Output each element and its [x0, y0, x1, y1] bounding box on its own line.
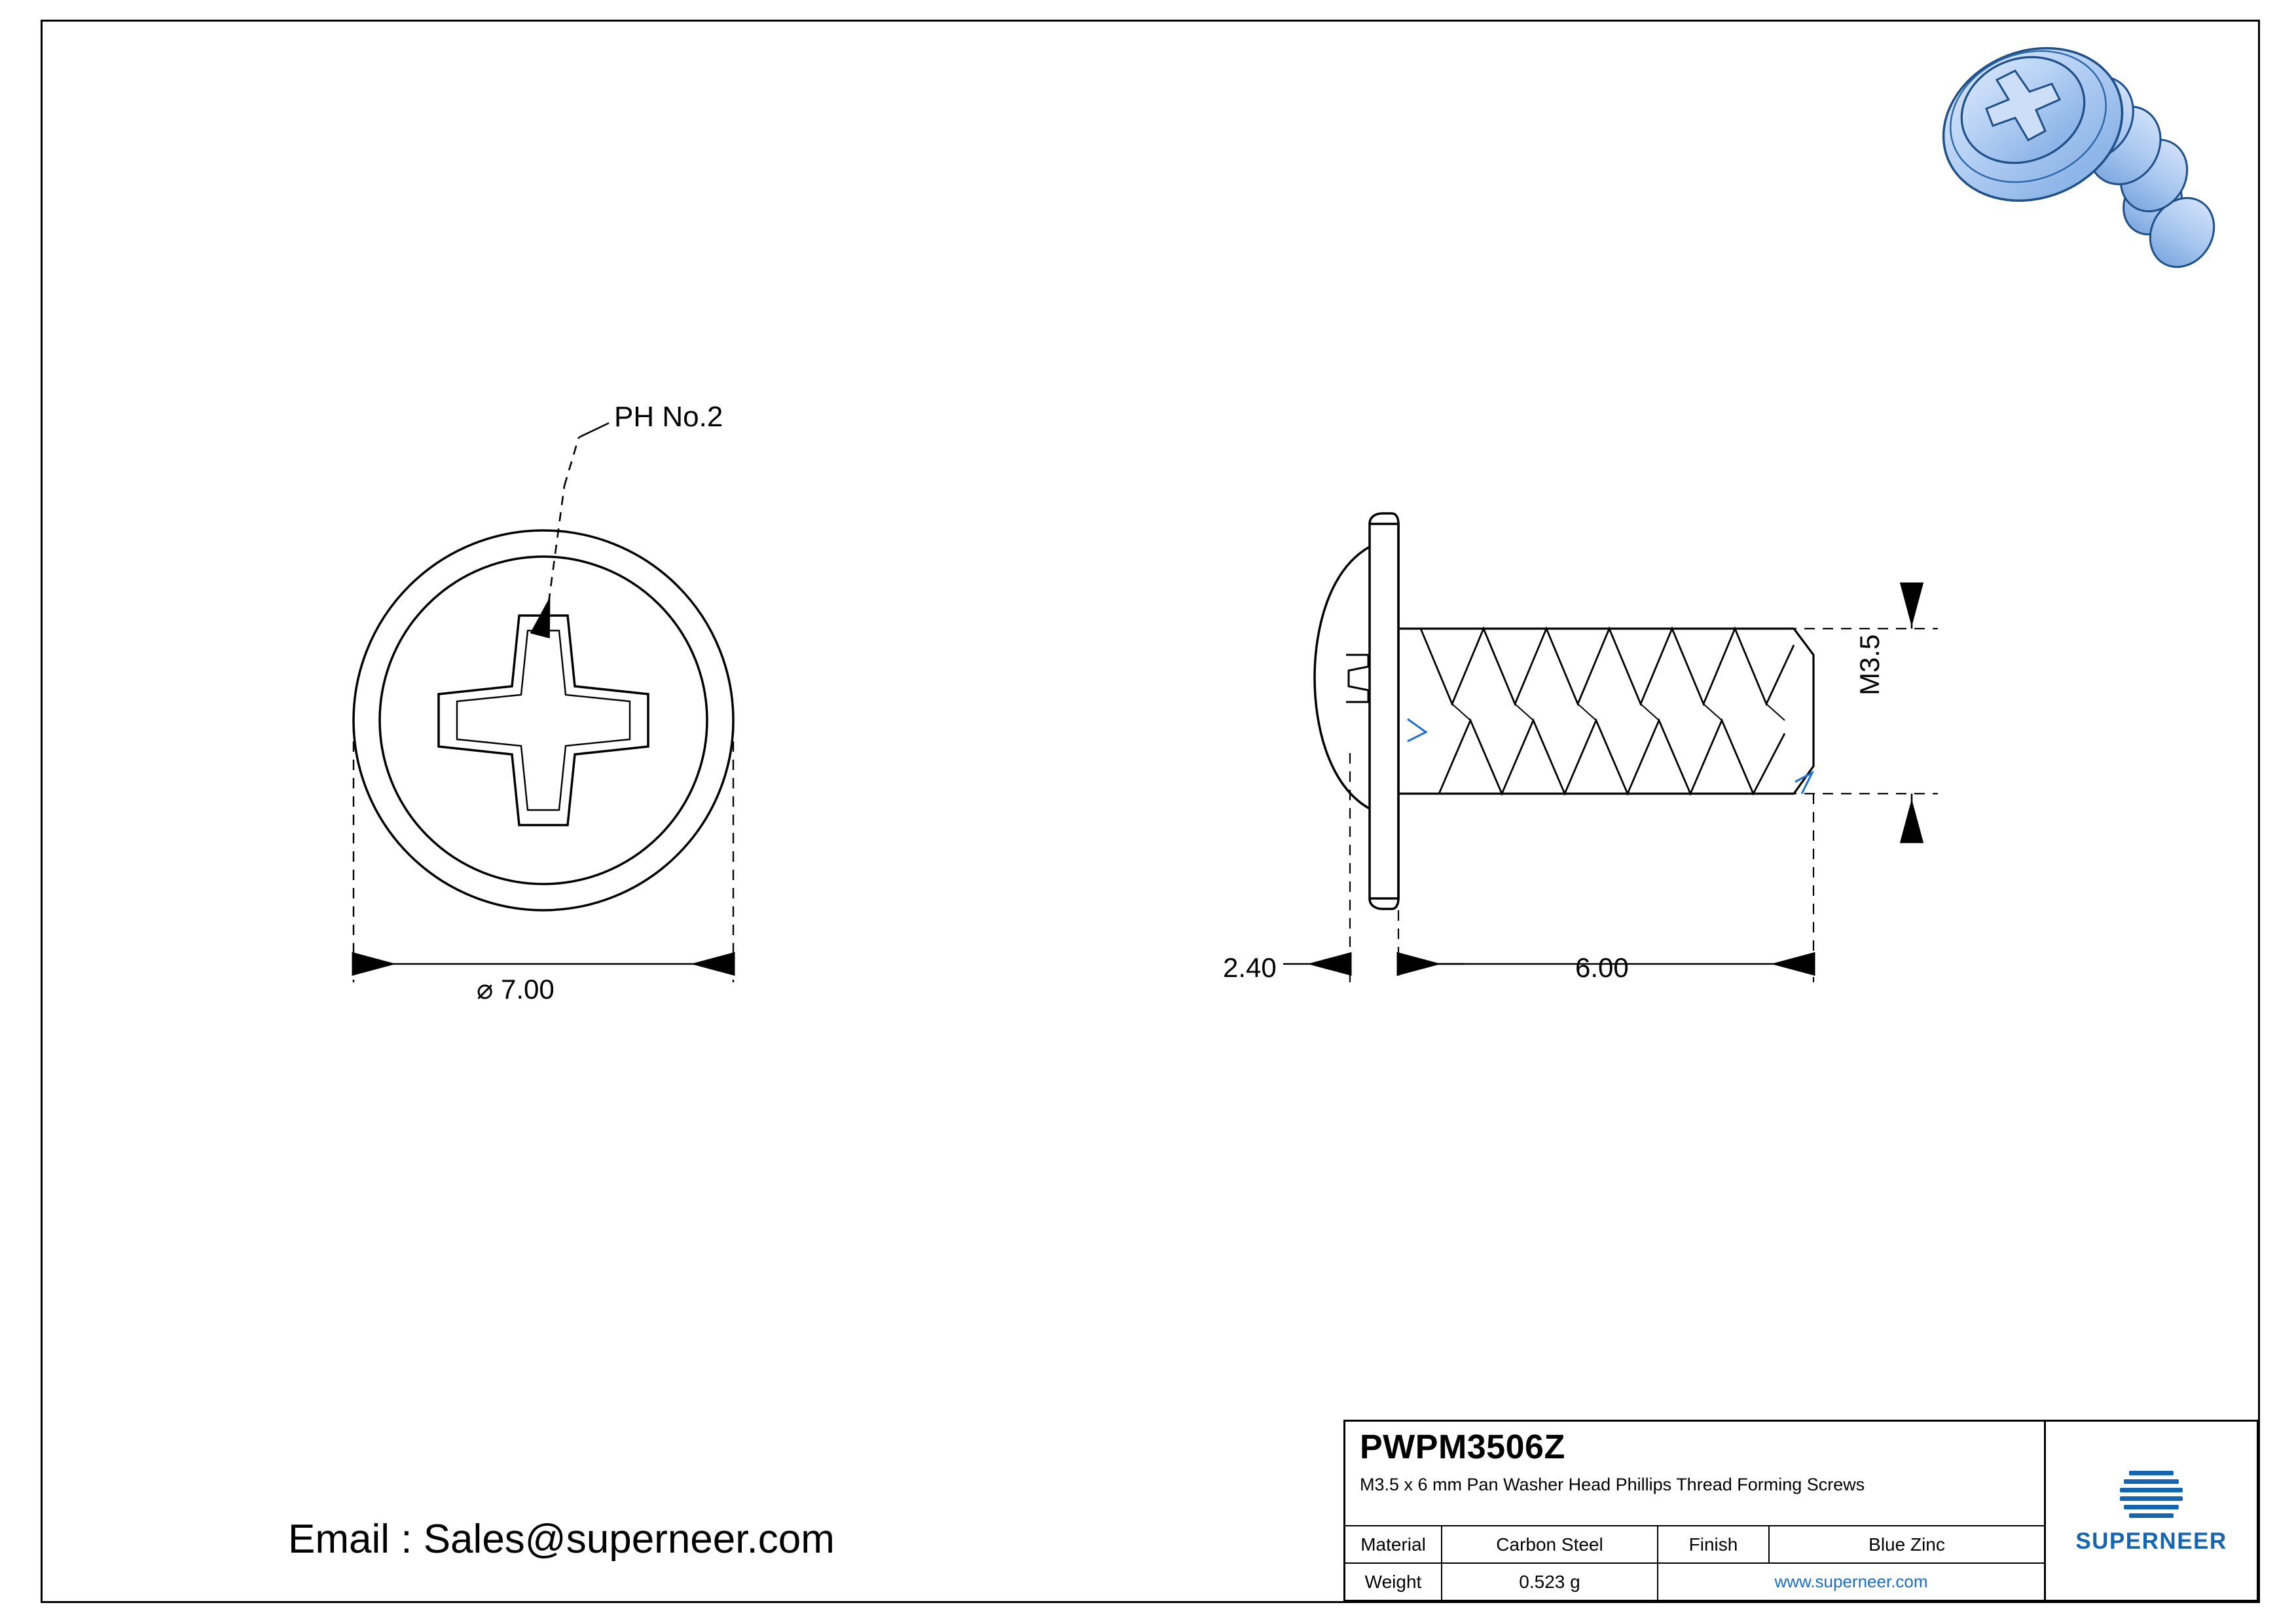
- weight-value: 0.523 g: [1442, 1564, 1658, 1600]
- website-link[interactable]: www.superneer.com: [1774, 1572, 1928, 1591]
- title-block-left: [1345, 1422, 2046, 1600]
- brand-name: SUPERNEER: [2075, 1528, 2227, 1554]
- brand-area: [2046, 1422, 2257, 1600]
- part-number: PWPM3506Z: [1360, 1428, 1565, 1466]
- dim-head-diameter: ⌀ 7.00: [477, 974, 555, 1005]
- part-description: M3.5 x 6 mm Pan Washer Head Phillips Thread Forming Screws: [1360, 1474, 1865, 1494]
- title-block-header: [1345, 1422, 2044, 1526]
- dim-thread-length: 6.00: [1575, 952, 1629, 983]
- dim-head-height: 2.40: [1223, 952, 1277, 983]
- sheet-border: [41, 20, 2260, 1603]
- title-block: [1343, 1420, 2259, 1602]
- finish-label: Finish: [1658, 1526, 1770, 1562]
- dim-thread-size: M3.5: [1854, 634, 1885, 695]
- weight-label: Weight: [1345, 1564, 1442, 1600]
- finish-value: Blue Zinc: [1868, 1534, 1945, 1555]
- superneer-logo-icon: [2109, 1467, 2193, 1522]
- email-text: Email : Sales@superneer.com: [288, 1517, 835, 1562]
- title-block-row-weight: [1345, 1564, 2044, 1600]
- material-label: Material: [1345, 1526, 1442, 1562]
- ph-callout-label: PH No.2: [614, 401, 723, 433]
- material-value: Carbon Steel: [1442, 1526, 1658, 1562]
- title-block-row-material: [1345, 1526, 2044, 1564]
